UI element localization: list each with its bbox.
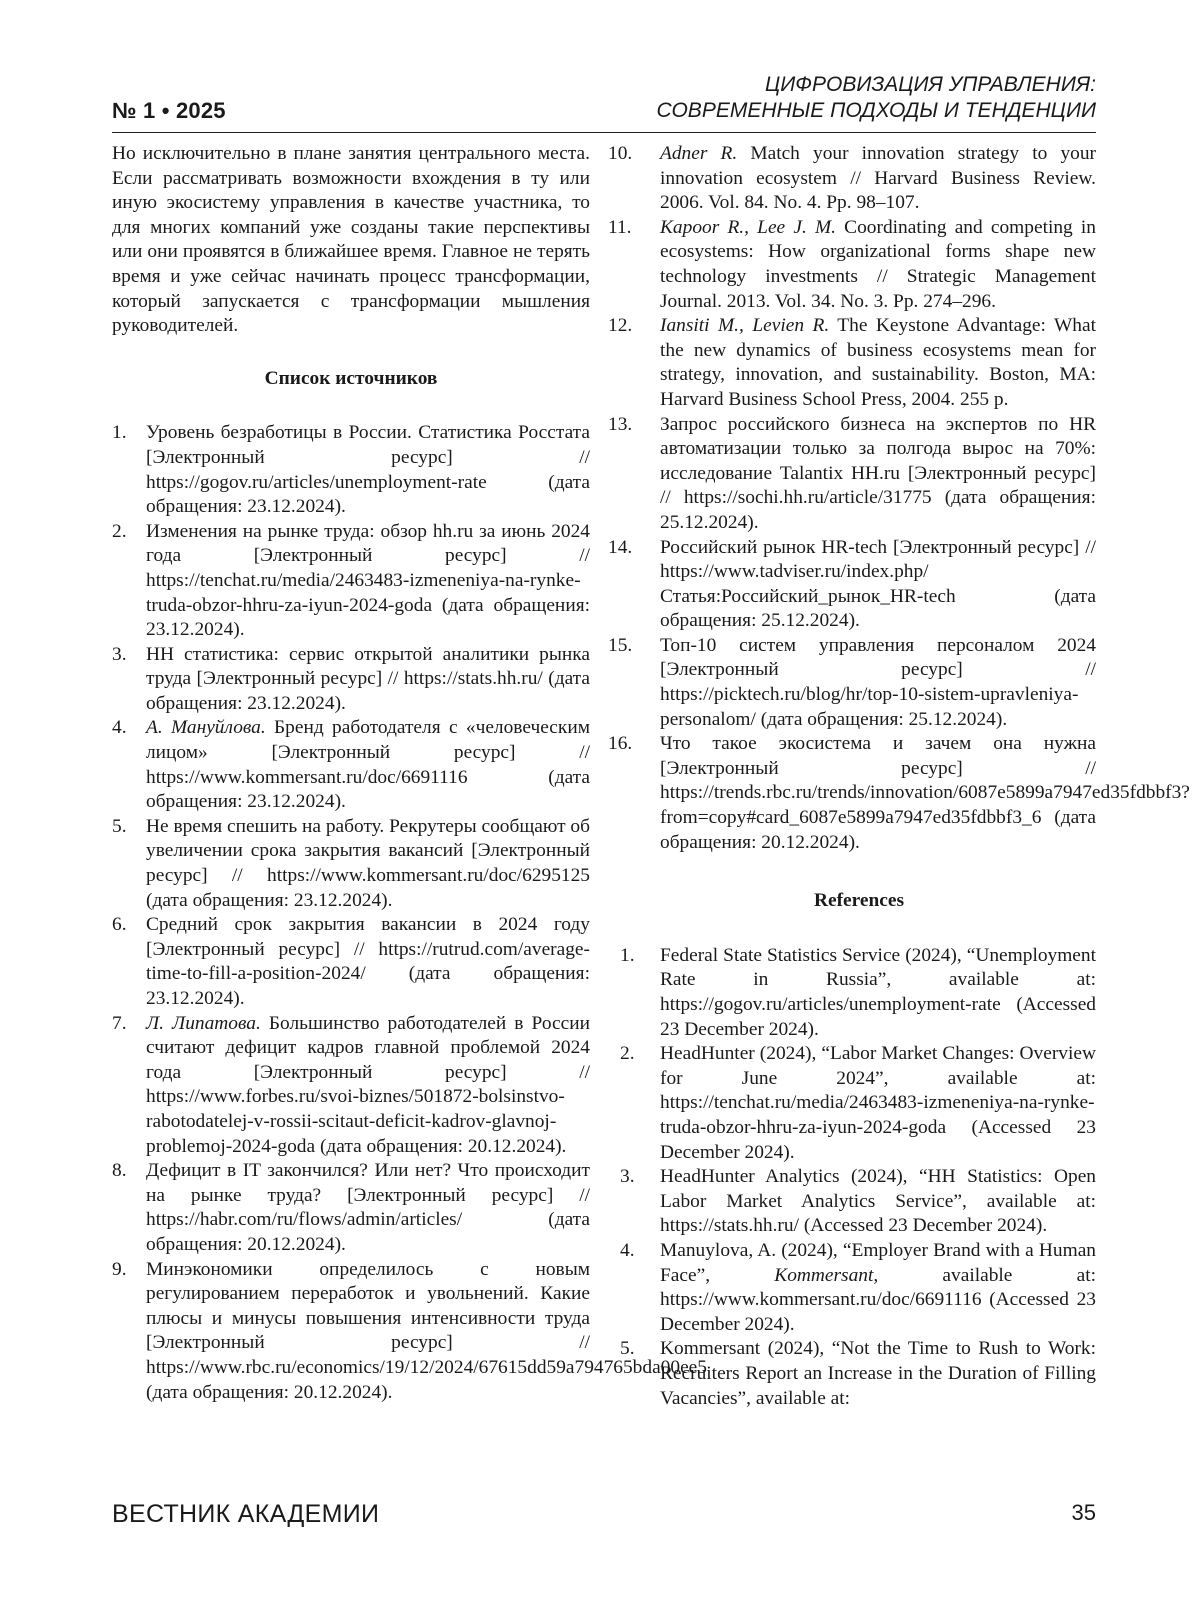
sources-list-left — [112, 421, 707, 1405]
references-heading: References — [813, 890, 905, 912]
reference-item: 1. Federal State Statistics Service (2024), “Unemployment Rate in Russia”, available at: https://gogov.ru/articles/unemployment-rate (Accessed 23 December 2024). — [620, 944, 1096, 1040]
source-item: 5. Не время спешить на работу. Рекрутеры сообщают об увеличении срока закрытия вакансий [Электронный ресурс] // https://www.kommersant.ru/doc/6295125 (дата обращения: 23.12.2024). — [112, 815, 590, 911]
section-title-line-2: СОВРЕМЕННЫЕ ПОДХОДЫ И ТЕНДЕНЦИИ — [656, 99, 1096, 122]
source-item: 4. А. Мануйлова. Бренд работодателя с «человеческим лицом» [Электронный ресурс] // https://www.kommersant.ru/doc/6691116 (дата обращения: 23.12.2024). — [112, 717, 590, 813]
source-item: 3. HH статистика: сервис открытой аналитики рынка труда [Электронный ресурс] // https://stats.hh.ru/ (дата обращения: 23.12.2024). — [112, 643, 590, 714]
source-item: 6. Средний срок закрытия вакансии в 2024 году [Электронный ресурс] // https://rutrud.com/average-time-to-fill-a-position-2024/ (дата обращения: 23.12.2024). — [112, 914, 590, 1009]
reference-item: 2. HeadHunter (2024), “Labor Market Changes: Overview for June 2024”, available at: https://tenchat.ru/media/2463483-izmeneniya-na-rynke-truda-obzor-hhru-za-iyun-2024-goda (Accessed 23 December 2024). — [620, 1043, 1096, 1163]
sources-list-right — [608, 142, 1190, 855]
source-item: 14. Российский рынок HR-tech [Электронный ресурс] // https://www.tadviser.ru/index.php/Статья:Российский_рынок_HR-tech (дата обращения: 25.12.2024). — [608, 536, 1096, 632]
reference-item: 3. HeadHunter Analytics (2024), “HH Statistics: Open Labor Market Analytics Service”, available at: https://stats.hh.ru/ (Accessed 23 December 2024). — [620, 1166, 1096, 1237]
source-item: 1. Уровень безработицы в России. Статистика Росстата [Электронный ресурс] // https://gogov.ru/articles/unemployment-rate (дата обращения: 23.12.2024). — [112, 422, 590, 518]
source-item: 7. Л. Липатова. Большинство работодателей в России считают дефицит кадров главной проблемой 2024 года [Электронный ресурс] // https://www.forbes.ru/svoi-biznes/501872-bolsinstvo-rabotodatelej-v-rossii-scitaut-deficit-kadrov-glavnoj-problemoj-2024-goda (дата обращения: 20.12.2024). — [112, 1012, 590, 1157]
section-title-line-1: ЦИФРОВИЗАЦИЯ УПРАВЛЕНИЯ: — [765, 73, 1096, 96]
page-header — [112, 70, 1096, 133]
footer-journal-title: ВЕСТНИК АКАДЕМИИ — [112, 1500, 380, 1528]
section-title — [657, 72, 1096, 124]
source-item: 2. Изменения на рынке труда: обзор hh.ru за июнь 2024 года [Электронный ресурс] // https://tenchat.ru/media/2463483-izmeneniya-na-rynke-truda-obzor-hhru-za-iyun-2024-goda (дата обращения: 23.12.2024). — [112, 520, 590, 641]
source-item: 13. Запрос российского бизнеса на экспертов по HR автоматизации только за полгода вырос на 70%: исследование Talantix HH.ru [Электронный ресурс] // https://sochi.hh.ru/article/31775 (дата обращения: 25.12.2024). — [608, 413, 1096, 533]
source-item: 12. Iansiti M., Levien R. The Keystone Advantage: What the new dynamics of business ecosystems mean for strategy, innovation, and sustainability. Boston, MA: Harvard Business School Press, 2004. 255 p. — [608, 315, 1096, 410]
left-column — [112, 142, 707, 1405]
reference-item: 5. Kommersant (2024), “Not the Time to Rush to Work: Recruiters Report an Increase in the Duration of Filling Vacancies”, available at: — [620, 1338, 1096, 1409]
intro-paragraph: Но исключительно в плане занятия центрального места. Если рассматривать возможности вхождения в ту или иную экосистему управления в качестве участника, то для многих компаний уже созданы такие перспективы или они проявятся в ближайшее время. Главное не терять время и уже сейчас начинать процесс трансформации, который запускается с трансформации мышления руководителей. — [112, 143, 590, 337]
right-column — [608, 142, 1190, 1411]
source-item: 9. Минэкономики определилось с новым регулированием переработок и увольнений. Какие плюсы и минусы повышения интенсивности труда [Электронный ресурс] // https://www.rbc.ru/economics/19/12/2024/67615dd59a794765bda00ee5 (дата обращения: 20.12.2024). — [112, 1258, 707, 1403]
source-item: 16. Что такое экосистема и зачем она нужна [Электронный ресурс] // https://trends.rbc.ru/trends/innovation/6087e5899a7947ed35fdbbf3?from=copy#card_6087e5899a7947ed35fdbbf3_6 (дата обращения: 20.12.2024). — [608, 733, 1190, 853]
reference-item: 4. Manuylova, A. (2024), “Employer Brand with a Human Face”, Kommersant, available at: https://www.kommersant.ru/doc/6691116 (Accessed 23 December 2024). — [620, 1239, 1096, 1335]
source-item: 10. Adner R. Match your innovation strategy to your innovation ecosystem // Harvard Business Review. 2006. Vol. 84. No. 4. Pp. 98–107. — [608, 143, 1096, 214]
issue-number: № 1 • 2025 — [112, 98, 226, 123]
references-list — [622, 944, 1096, 1411]
source-item: 15. Топ-10 систем управления персоналом 2024 [Электронный ресурс] // https://picktech.ru/blog/hr/top-10-sistem-upravleniya-personalom/ (дата обращения: 25.12.2024). — [608, 634, 1096, 730]
source-item: 8. Дефицит в IT закончился? Или нет? Что происходит на рынке труда? [Электронный ресурс] // https://habr.com/ru/flows/admin/articles/ (дата обращения: 20.12.2024). — [112, 1160, 590, 1255]
page-number: 35 — [1071, 1500, 1096, 1525]
sources-heading: Список источников — [264, 367, 438, 389]
source-item: 11. Kapoor R., Lee J. M. Coordinating and competing in ecosystems: How organizational forms shape new technology investments // Strategic Management Journal. 2013. Vol. 34. No. 3. Pp. 274–296. — [608, 216, 1096, 312]
spacer — [622, 855, 1096, 879]
